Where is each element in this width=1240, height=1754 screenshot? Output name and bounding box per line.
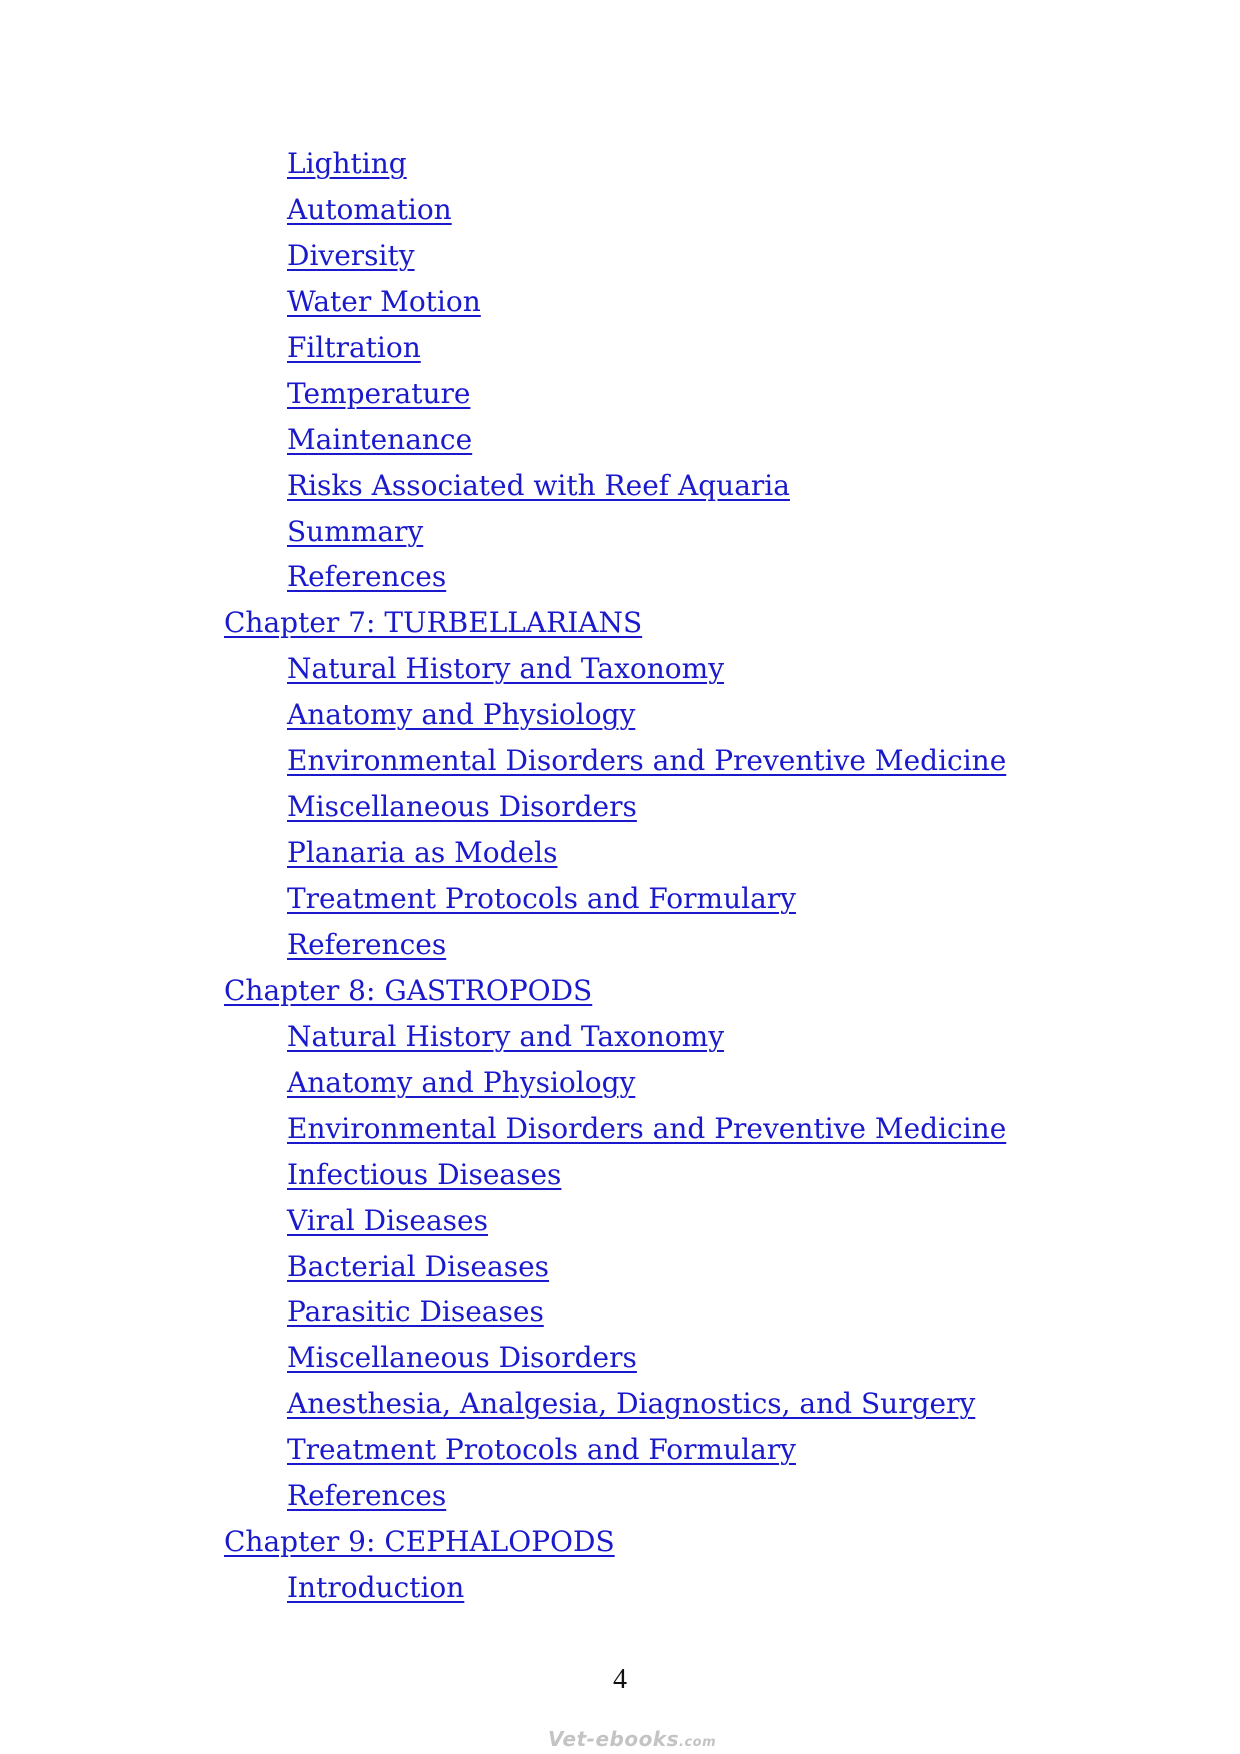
toc-section-link[interactable]: References [287,560,447,594]
toc-section-entry [0,876,1240,922]
toc-section-entry [0,371,1240,417]
page-number: 4 [613,1664,627,1695]
toc-section-entry [0,1244,1240,1290]
toc-chapter-entry [0,600,1240,646]
toc-section-entry [0,279,1240,325]
toc-section-link[interactable]: Water Motion [287,284,481,318]
watermark-tld: .com [679,1735,717,1750]
toc-section-link[interactable]: Maintenance [287,422,473,456]
toc-section-entry [0,692,1240,738]
toc-section-link[interactable]: Environmental Disorders and Preventive Medicine [287,744,1007,778]
toc-section-link[interactable]: Miscellaneous Disorders [287,790,637,824]
toc-section-entry [0,187,1240,233]
toc-section-link[interactable]: Miscellaneous Disorders [287,1341,637,1375]
toc-section-entry [0,1106,1240,1152]
toc-section-link[interactable]: Bacterial Diseases [287,1249,550,1283]
toc-section-entry [0,1289,1240,1335]
toc-section-link[interactable]: Introduction [287,1571,465,1605]
toc-section-entry [0,1427,1240,1473]
toc-section-entry [0,922,1240,968]
toc-section-entry [0,463,1240,509]
toc-section-entry [0,1335,1240,1381]
toc-section-entry [0,1381,1240,1427]
toc-section-entry [0,738,1240,784]
toc-chapter-link[interactable]: Chapter 7: TURBELLARIANS [224,606,643,640]
toc-section-entry [0,417,1240,463]
toc-section-entry [0,1565,1240,1611]
toc-section-entry [0,1198,1240,1244]
toc-section-link[interactable]: Viral Diseases [287,1203,488,1237]
toc-section-link[interactable]: Anatomy and Physiology [287,698,636,732]
toc-section-entry [0,830,1240,876]
toc-section-link[interactable]: Infectious Diseases [287,1157,562,1191]
toc-section-link[interactable]: Risks Associated with Reef Aquaria [287,468,790,502]
toc-section-entry [0,1060,1240,1106]
toc-section-entry [0,233,1240,279]
toc-section-link[interactable]: Natural History and Taxonomy [287,1019,725,1053]
toc-section-entry [0,1152,1240,1198]
toc-section-entry [0,1014,1240,1060]
toc-chapter-link[interactable]: Chapter 9: CEPHALOPODS [224,1525,615,1559]
toc-section-link[interactable]: Diversity [287,238,415,272]
toc-section-link[interactable]: References [287,927,447,961]
toc-section-entry [0,509,1240,555]
toc-section-link[interactable]: Parasitic Diseases [287,1295,544,1329]
toc-section-link[interactable]: Lighting [287,147,407,180]
toc-section-entry [0,1473,1240,1519]
toc-section-link[interactable]: Summary [287,514,424,548]
toc-section-link[interactable]: References [287,1479,447,1513]
toc-section-link[interactable]: Anatomy and Physiology [287,1065,636,1099]
toc-section-link[interactable]: Anesthesia, Analgesia, Diagnostics, and Surgery [287,1387,976,1421]
toc-section-link[interactable]: Treatment Protocols and Formulary [287,882,796,915]
toc-section-entry [0,554,1240,600]
toc-chapter-link[interactable]: Chapter 8: GASTROPODS [224,973,593,1007]
toc-section-entry [0,141,1240,187]
toc-section-link[interactable]: Treatment Protocols and Formulary [287,1433,796,1467]
table-of-contents [0,141,1240,1611]
toc-section-link[interactable]: Environmental Disorders and Preventive Medicine [287,1111,1007,1145]
watermark-text: Vet-ebooks [548,1727,680,1751]
toc-section-link[interactable]: Natural History and Taxonomy [287,652,725,686]
toc-section-link[interactable]: Automation [287,192,452,226]
toc-section-link[interactable]: Temperature [287,376,471,410]
toc-chapter-entry [0,968,1240,1014]
toc-section-entry [0,325,1240,371]
toc-section-link[interactable]: Planaria as Models [287,836,558,870]
watermark [548,1727,716,1751]
toc-section-entry [0,646,1240,692]
toc-chapter-entry [0,1519,1240,1565]
toc-section-link[interactable]: Filtration [287,330,421,364]
toc-section-entry [0,784,1240,830]
